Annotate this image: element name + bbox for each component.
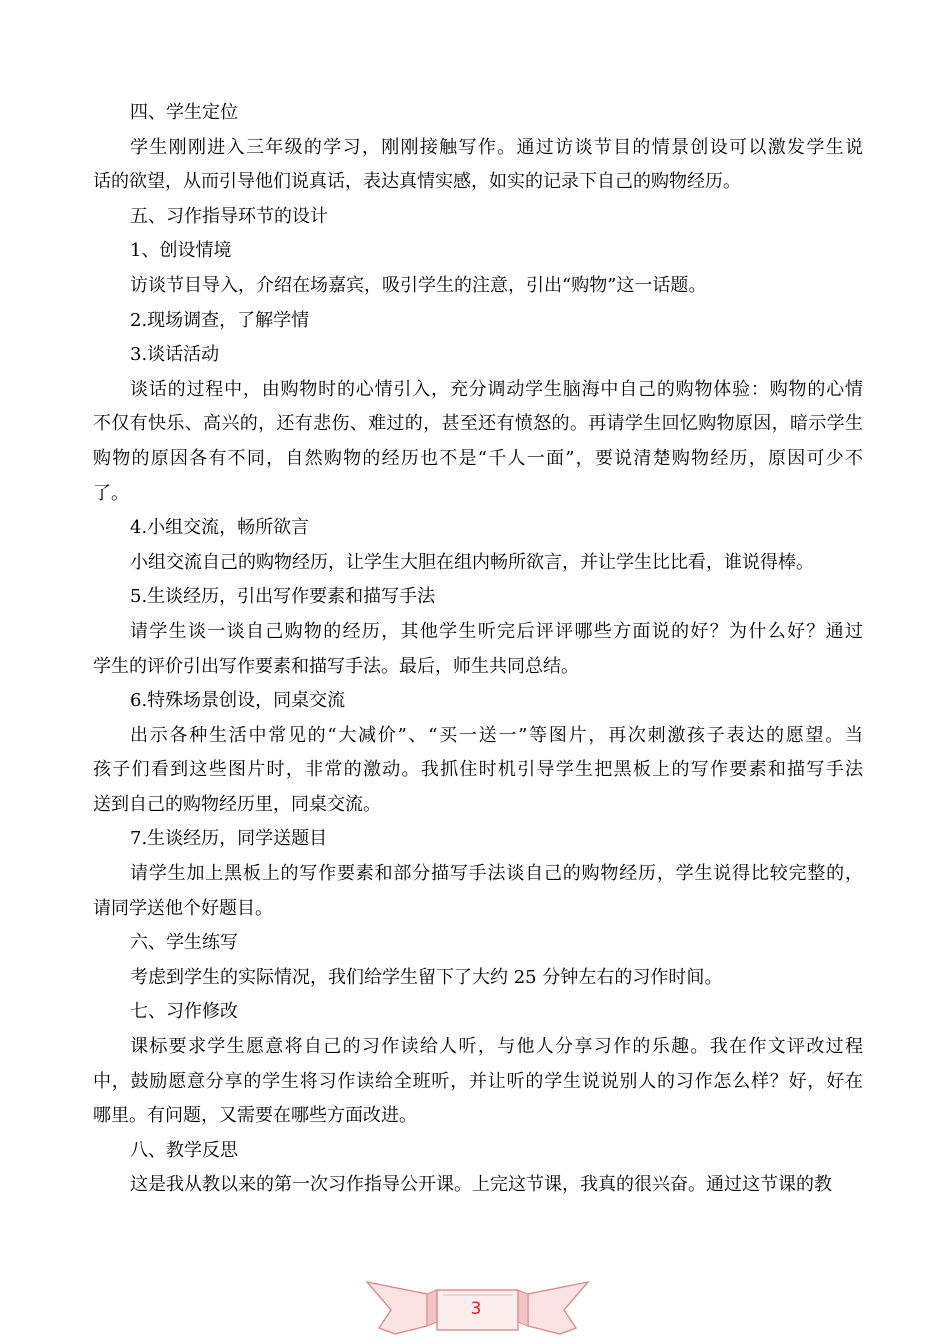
text-line: 请学生加上黑板上的写作要素和部分描写手法谈自己的购物经历，学生说得比较完整的，	[130, 863, 863, 885]
paragraph	[93, 857, 863, 926]
text-line: 6.特殊场景创设，同桌交流	[130, 690, 346, 712]
paragraph	[93, 304, 863, 339]
text-line: 八、教学反思	[130, 1139, 238, 1161]
text-line: 7.生谈经历，同学送题目	[130, 828, 328, 850]
text-line: 这是我从教以来的第一次习作指导公开课。上完这节课，我真的很兴奋。通过这节课的教	[130, 1174, 832, 1196]
paragraph	[93, 1030, 863, 1134]
text-line: 购物的原因各有不同，自然购物的经历也不是“千人一面”，要说清楚购物经历，原因可少不	[93, 447, 863, 469]
text-line: 5.生谈经历，引出写作要素和描写手法	[130, 586, 436, 608]
paragraph	[93, 546, 863, 581]
paragraph	[93, 822, 863, 857]
page-number: 3	[470, 1299, 482, 1319]
text-line: 送到自己的购物经历里，同桌交流。	[93, 793, 381, 815]
paragraph	[93, 1134, 863, 1169]
text-line: 孩子们看到这些图片时，非常的激动。我抓住时机引导学生把黑板上的写作要素和描写手法	[93, 759, 863, 781]
text-line: 请学生谈一谈自己购物的经历，其他学生听完后评评哪些方面说的好？为什么好？通过	[130, 620, 863, 642]
paragraph	[93, 234, 863, 269]
text-line: 谈话的过程中，由购物时的心情引入，充分调动学生脑海中自己的购物体验：购物的心情	[130, 378, 863, 400]
text-line: 课标要求学生愿意将自己的习作读给人听，与他人分享习作的乐趣。我在作文评改过程	[130, 1036, 863, 1058]
text-line: 话的欲望，从而引导他们说真话，表达真情实感，如实的记录下自己的购物经历。	[93, 171, 741, 193]
text-line: 出示各种生活中常见的“大减价”、“买一送一”等图片，再次刺激孩子表达的愿望。当	[130, 724, 863, 746]
text-line: 1、创设情境	[130, 240, 232, 262]
text-line: 4.小组交流，畅所欲言	[130, 517, 310, 539]
text-line: 四、学生定位	[130, 102, 238, 123]
paragraph	[93, 511, 863, 546]
paragraph	[93, 373, 863, 511]
text-line: 2.现场调查，了解学情	[130, 309, 310, 331]
paragraph	[93, 269, 863, 304]
paragraph	[93, 719, 863, 823]
paragraph	[93, 1168, 863, 1203]
paragraph	[93, 995, 863, 1030]
paragraph	[93, 684, 863, 719]
text-line: 小组交流自己的购物经历，让学生大胆在组内畅所欲言，并让学生比比看，谁说得棒。	[130, 551, 814, 573]
paragraph	[93, 926, 863, 961]
text-line: 五、习作指导环节的设计	[130, 205, 328, 227]
text-line: 请同学送他个好题目。	[93, 897, 273, 919]
text-line: 不仅有快乐、高兴的，还有悲伤、难过的，甚至还有愤怒的。再请学生回忆购物原因，暗示学生	[93, 413, 863, 435]
text-line: 学生刚刚进入三年级的学习，刚刚接触写作。通过访谈节目的情景创设可以激发学生说	[130, 136, 863, 158]
paragraph	[93, 615, 863, 684]
text-line: 了。	[93, 482, 129, 504]
text-line: 3.谈话活动	[130, 344, 220, 366]
paragraph	[93, 200, 863, 235]
paragraph	[93, 580, 863, 615]
paragraph	[93, 96, 863, 131]
text-line: 中，鼓励愿意分享的学生将习作读给全班听，并让听的学生说说别人的习作怎么样？好，好在	[93, 1070, 863, 1092]
text-line: 学生的评价引出写作要素和描写手法。最后，师生共同总结。	[93, 655, 579, 677]
paragraph	[93, 131, 863, 200]
paragraph	[93, 961, 863, 996]
text-line: 哪里。有问题，又需要在哪些方面改进。	[93, 1105, 417, 1127]
document-body	[93, 96, 863, 1203]
page-number-badge	[365, 1268, 590, 1344]
text-line: 考虑到学生的实际情况，我们给学生留下了大约 25 分钟左右的习作时间。	[130, 966, 723, 988]
text-line: 七、习作修改	[130, 1001, 238, 1023]
paragraph	[93, 338, 863, 373]
text-line: 访谈节目导入，介绍在场嘉宾，吸引学生的注意，引出“购物”这一话题。	[130, 274, 707, 296]
text-line: 六、学生练写	[130, 932, 238, 954]
